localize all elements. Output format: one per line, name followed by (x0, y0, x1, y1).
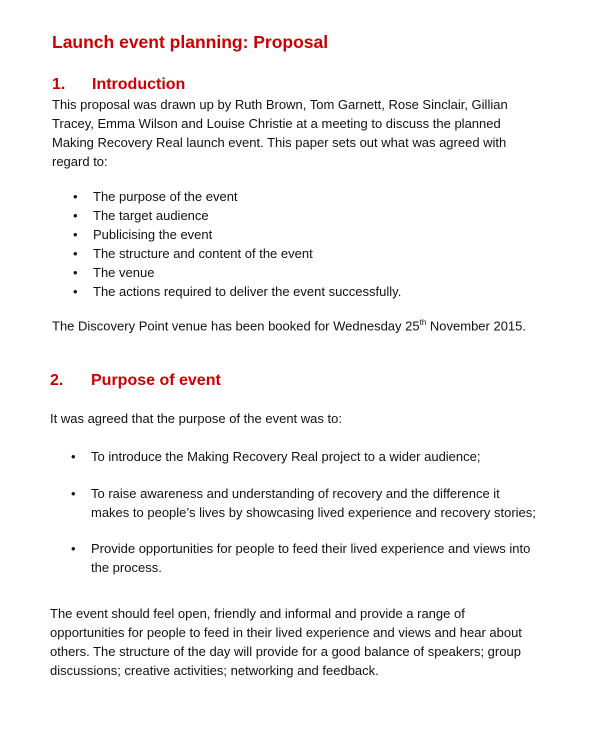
bullet-icon: • (73, 227, 78, 242)
list-item (73, 187, 401, 206)
purpose-bullet (71, 539, 530, 577)
text-line: Tracey, Emma Wilson and Louise Christie at a meeting to discuss the planned (52, 116, 501, 131)
document-title: Launch event planning: Proposal (52, 32, 329, 52)
list-item (73, 225, 401, 244)
text-line: discussions; creative activities; networking and feedback. (50, 663, 379, 678)
list-item-text: makes to people’s lives by showcasing lived experience and recovery stories; (91, 505, 536, 520)
text-line: opportunities for people to feed in their lived experience and views and hear about (50, 625, 522, 640)
bullet-icon: • (73, 265, 78, 280)
list-item-text: The target audience (93, 208, 209, 223)
intro-bullet-list (73, 187, 401, 301)
section-1-number: 1. (52, 76, 66, 93)
purpose-bullet (71, 447, 481, 466)
list-item-text: the process. (91, 560, 162, 575)
bullet-icon: • (73, 189, 78, 204)
list-item (73, 263, 401, 282)
section-2-number: 2. (50, 372, 64, 389)
section-2-heading: Purpose of event (91, 372, 221, 389)
text-line: regard to: (52, 154, 108, 169)
venue-text-end: November 2015. (426, 318, 527, 334)
list-item-text: Provide opportunities for people to feed their lived experience and views into (91, 541, 531, 556)
intro-paragraph (52, 95, 508, 171)
bullet-icon: • (73, 284, 78, 299)
list-item-text: The venue (93, 265, 155, 280)
text-line: Making Recovery Real launch event. This paper sets out what was agreed with (52, 135, 507, 150)
list-item (73, 244, 401, 263)
list-item-text: The structure and content of the event (93, 246, 313, 261)
list-item (73, 282, 401, 301)
bullet-icon: • (71, 486, 76, 501)
venue-text: The Discovery Point venue has been booked for Wednesday 25 (52, 318, 420, 334)
bullet-icon: • (73, 208, 78, 223)
list-item-text: The purpose of the event (93, 189, 238, 204)
list-item-text: Publicising the event (93, 227, 213, 242)
bullet-icon: • (71, 541, 76, 556)
text-line: others. The structure of the day will provide for a good balance of speakers; group (50, 644, 521, 659)
venue-sentence (52, 318, 526, 333)
text-line: The event should feel open, friendly and informal and provide a range of (50, 606, 465, 621)
purpose-intro: It was agreed that the purpose of the event was to: (50, 411, 342, 426)
event-paragraph (50, 604, 522, 680)
bullet-icon: • (73, 246, 78, 261)
purpose-bullet (71, 484, 536, 522)
list-item-text: The actions required to deliver the event successfully. (93, 284, 402, 299)
text-line: This proposal was drawn up by Ruth Brown, Tom Garnett, Rose Sinclair, Gillian (52, 97, 508, 112)
bullet-icon: • (71, 449, 76, 464)
list-item-text: To raise awareness and understanding of recovery and the difference it (91, 486, 500, 501)
ordinal-suffix: th (419, 318, 427, 327)
section-1-heading: Introduction (92, 76, 186, 93)
list-item (73, 206, 401, 225)
list-item-text: To introduce the Making Recovery Real project to a wider audience; (91, 449, 481, 464)
